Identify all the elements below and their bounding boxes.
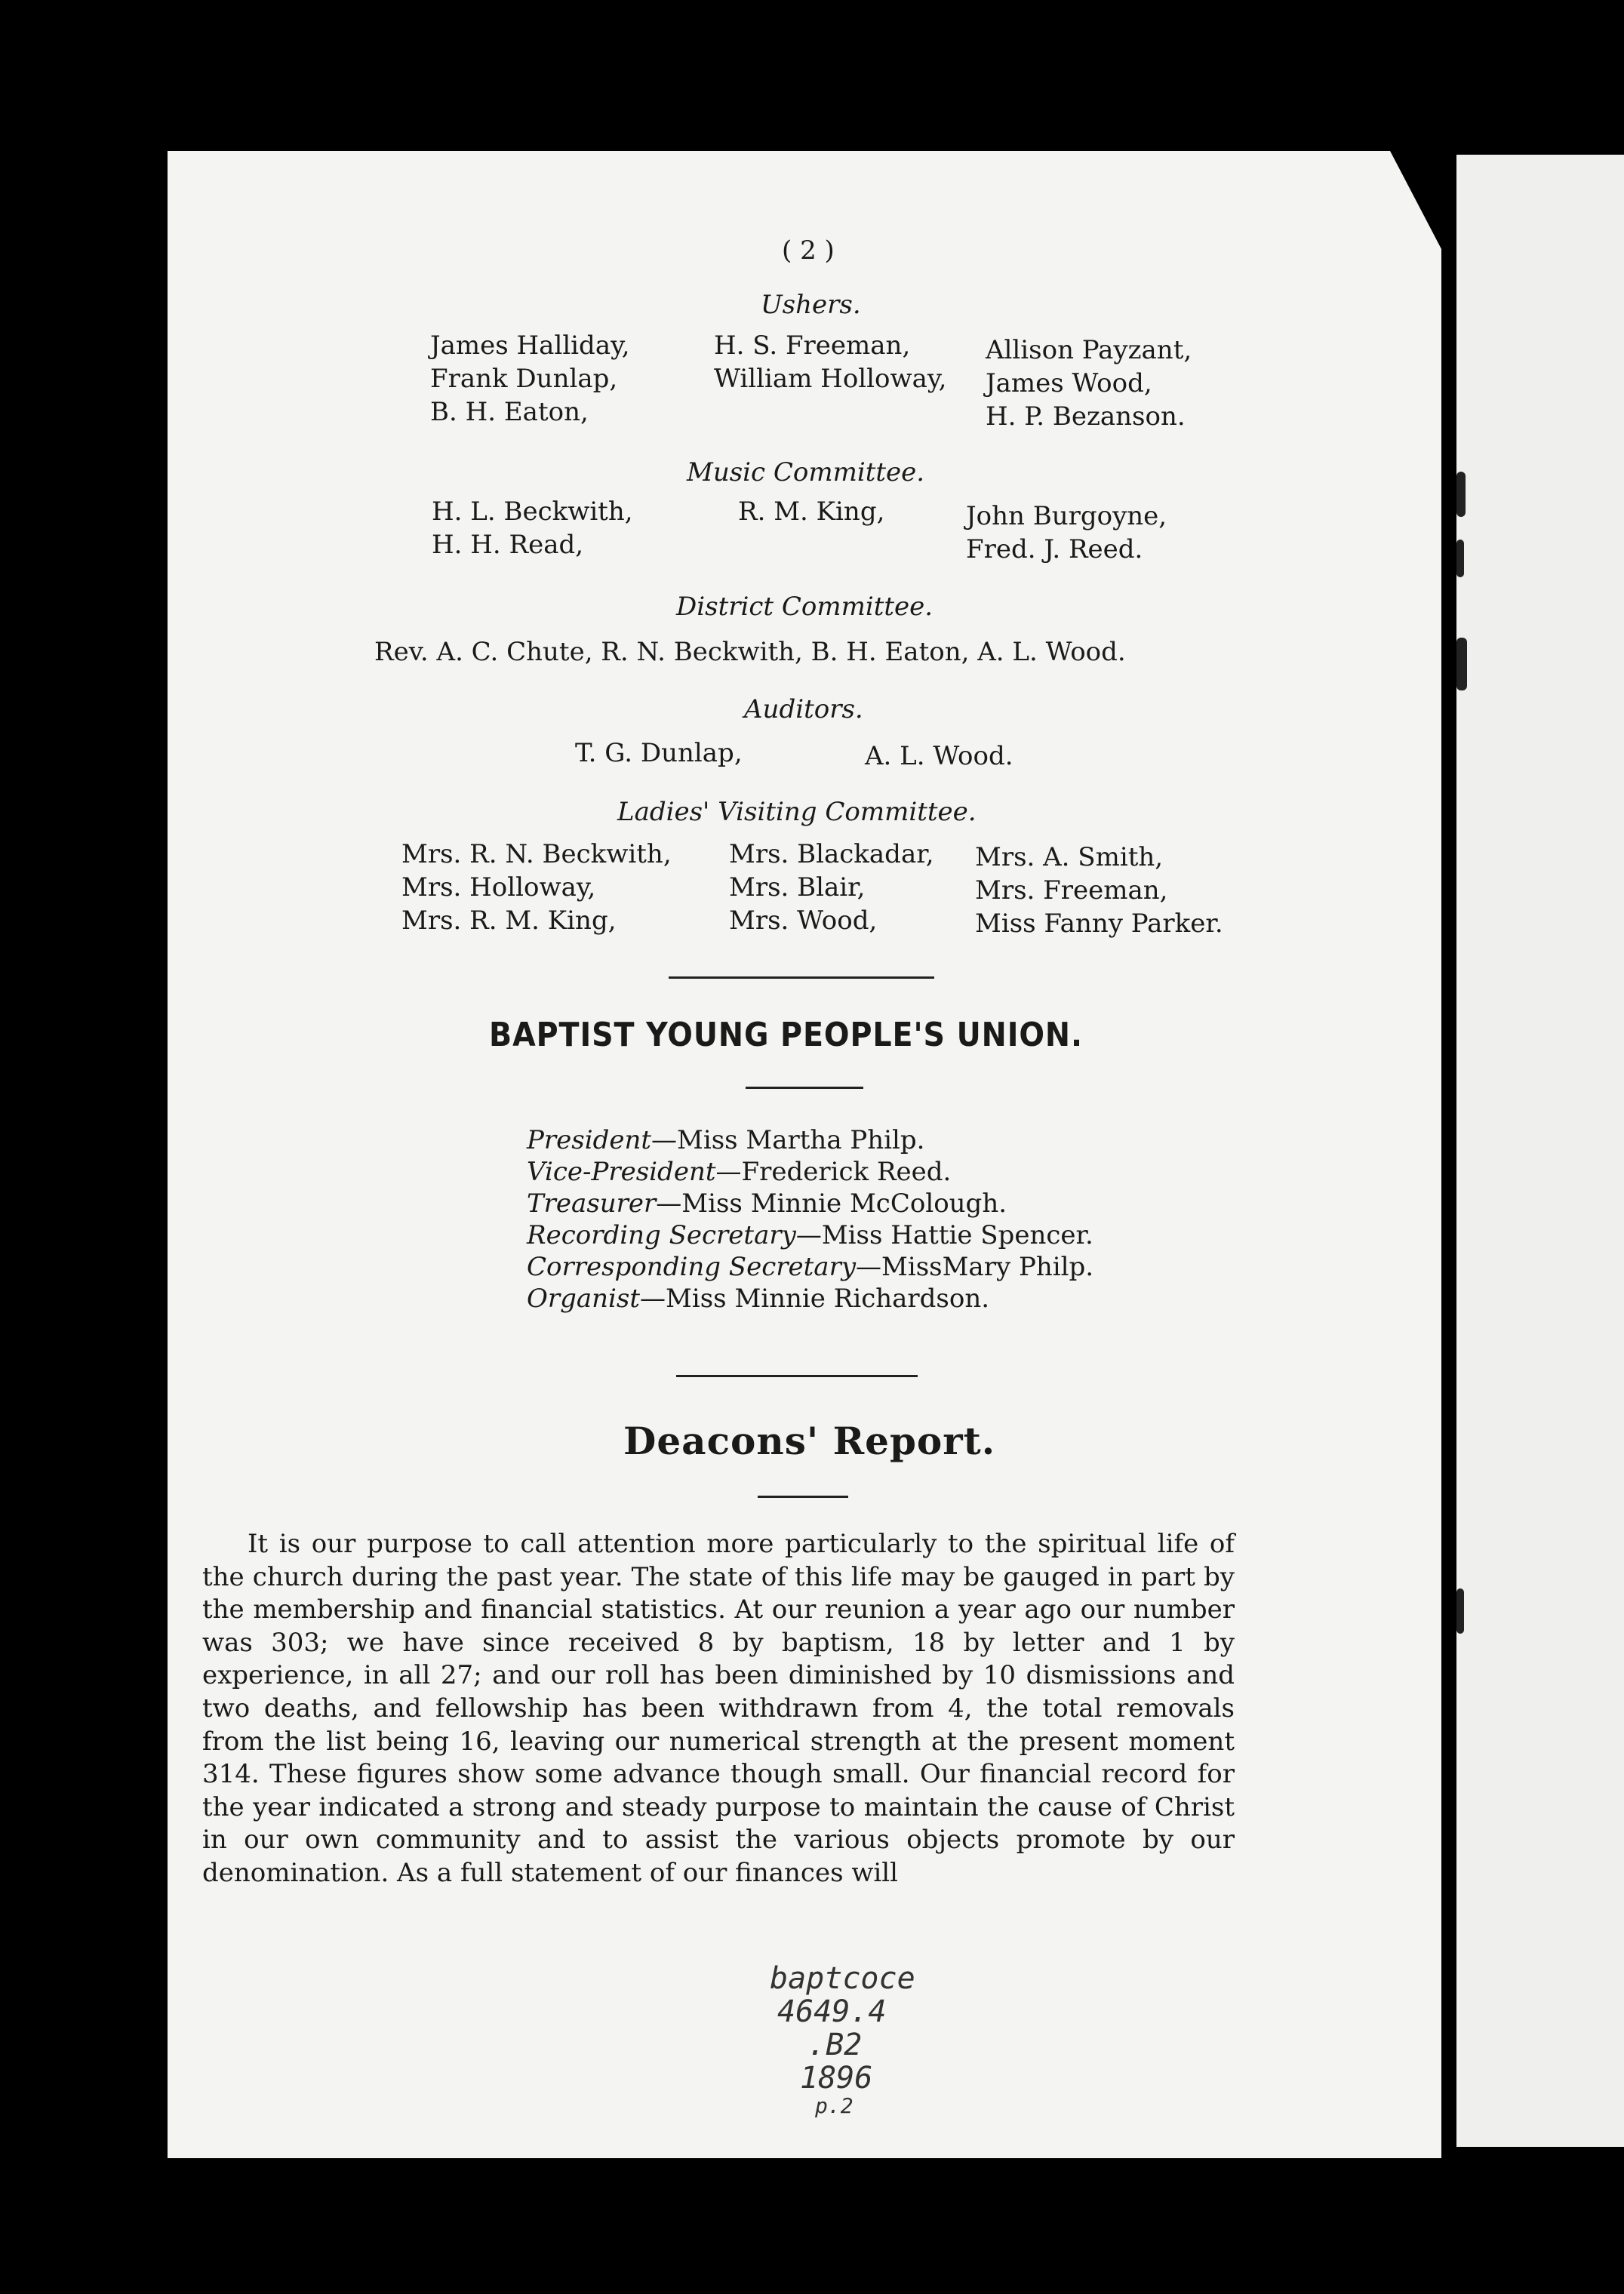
ushers-column-2 (714, 329, 946, 395)
handwritten-line: .B2 (807, 2028, 863, 2062)
committee-member: Fred. J. Reed. (966, 534, 1143, 564)
district-committee-heading: District Committee. (676, 592, 933, 622)
section-divider (758, 1496, 848, 1498)
ladies-column-3 (975, 841, 1223, 940)
auditor-name: A. L. Wood. (865, 741, 1013, 771)
committee-member: R. M. King, (738, 497, 885, 527)
music-column-2 (738, 495, 884, 528)
committee-member: Mrs. R. N. Beckwith, (401, 839, 672, 869)
section-divider (676, 1375, 918, 1377)
usher-name: James Halliday, (430, 331, 630, 361)
usher-name: Allison Payzant, (986, 335, 1192, 365)
committee-member: Mrs. Blair, (729, 872, 866, 903)
section-divider (669, 976, 934, 979)
music-column-3 (966, 500, 1167, 566)
handwritten-catalog-note (770, 1962, 915, 2117)
committee-member: Mrs. Blackadar, (729, 839, 934, 869)
officer-row (527, 1251, 1093, 1283)
usher-name: James Wood, (986, 368, 1152, 398)
committee-member: H. H. Read, (432, 530, 584, 560)
handwritten-line: 4649.4 (777, 1994, 887, 2029)
ladies-column-1 (401, 838, 672, 937)
ushers-heading: Ushers. (761, 290, 861, 320)
committee-member: H. L. Beckwith, (432, 497, 633, 527)
bypu-title: BAPTIST YOUNG PEOPLE'S UNION. (489, 1016, 1083, 1054)
committee-member: Mrs. Wood, (729, 906, 878, 936)
officer-row (527, 1156, 1093, 1188)
usher-name: Frank Dunlap, (430, 364, 618, 394)
officer-role: Organist (527, 1284, 641, 1314)
deacons-report-title: Deacons' Report. (623, 1419, 996, 1463)
usher-name: William Holloway, (714, 364, 947, 394)
handwritten-line: baptcoce (770, 1961, 915, 1996)
adjacent-page-mark (1456, 1588, 1464, 1634)
usher-name: B. H. Eaton, (430, 397, 589, 427)
ushers-column-1 (430, 329, 630, 429)
deacons-report-paragraph: It is our purpose to call attention more particularly to the spiritual life of the church during the past year. The state of this life may be gauged in part by the membership and financial statistics. At our reunion a year ago our number was 303; we have since received 8 by baptism, 18 by letter and 1 by experience, in all 27; and our roll has been diminished by 10 dismissions and two deaths, and fellowship has been withdrawn from 4, the total removals from the list being 16, leaving our numerical strength at the present moment 314. These figures show some advance though small. Our financial record for the year indicated a strong and steady purpose to maintain the cause of Christ in our own community and to assist the various objects promote by our denomination. As a full statement of our finances will (202, 1529, 1235, 1888)
officer-name: —Miss Minnie Richardson. (640, 1284, 990, 1314)
officer-name: —Miss Hattie Spencer. (795, 1220, 1093, 1250)
adjacent-page-mark (1456, 472, 1466, 517)
usher-name: H. S. Freeman, (714, 331, 911, 361)
page-number: ( 2 ) (782, 235, 835, 266)
committee-member: John Burgoyne, (966, 501, 1167, 531)
officer-name: —MissMary Philp. (856, 1252, 1094, 1282)
ladies-column-2 (729, 838, 934, 937)
officer-row (527, 1124, 1093, 1156)
ushers-column-3 (986, 334, 1192, 433)
committee-member: Mrs. Holloway, (401, 872, 596, 903)
music-column-1 (432, 495, 633, 561)
music-committee-heading: Music Committee. (687, 457, 925, 487)
bypu-officers-list (527, 1124, 1093, 1315)
section-divider (746, 1087, 863, 1089)
committee-member: Mrs. Freeman, (975, 875, 1168, 906)
handwritten-line: p.2 (815, 2093, 854, 2118)
adjacent-page-mark (1456, 638, 1467, 690)
officer-row (527, 1188, 1093, 1219)
officer-row (527, 1219, 1093, 1251)
officer-role: Treasurer (527, 1189, 657, 1219)
committee-member: Mrs. A. Smith, (975, 842, 1164, 872)
officer-name: —Miss Minnie McColough. (656, 1189, 1007, 1219)
adjacent-page (1456, 155, 1624, 2147)
adjacent-page-mark (1456, 540, 1464, 577)
district-committee-members: Rev. A. C. Chute, R. N. Beckwith, B. H. Eaton, A. L. Wood. (374, 637, 1126, 667)
auditor-name: T. G. Dunlap, (575, 738, 743, 768)
officer-role: Recording Secretary (527, 1220, 796, 1250)
officer-name: —Frederick Reed. (715, 1157, 952, 1187)
auditors-heading: Auditors. (744, 694, 863, 724)
committee-member: Miss Fanny Parker. (975, 909, 1223, 939)
officer-role: Corresponding Secretary (527, 1252, 857, 1282)
committee-member: Mrs. R. M. King, (401, 906, 617, 936)
officer-name: —Miss Martha Philp. (651, 1125, 925, 1155)
officer-role: President (527, 1125, 652, 1155)
ladies-committee-heading: Ladies' Visiting Committee. (617, 797, 977, 827)
officer-role: Vice-President (527, 1157, 716, 1187)
handwritten-line: 1896 (800, 2061, 873, 2096)
usher-name: H. P. Bezanson. (986, 401, 1186, 432)
officer-row (527, 1283, 1093, 1315)
